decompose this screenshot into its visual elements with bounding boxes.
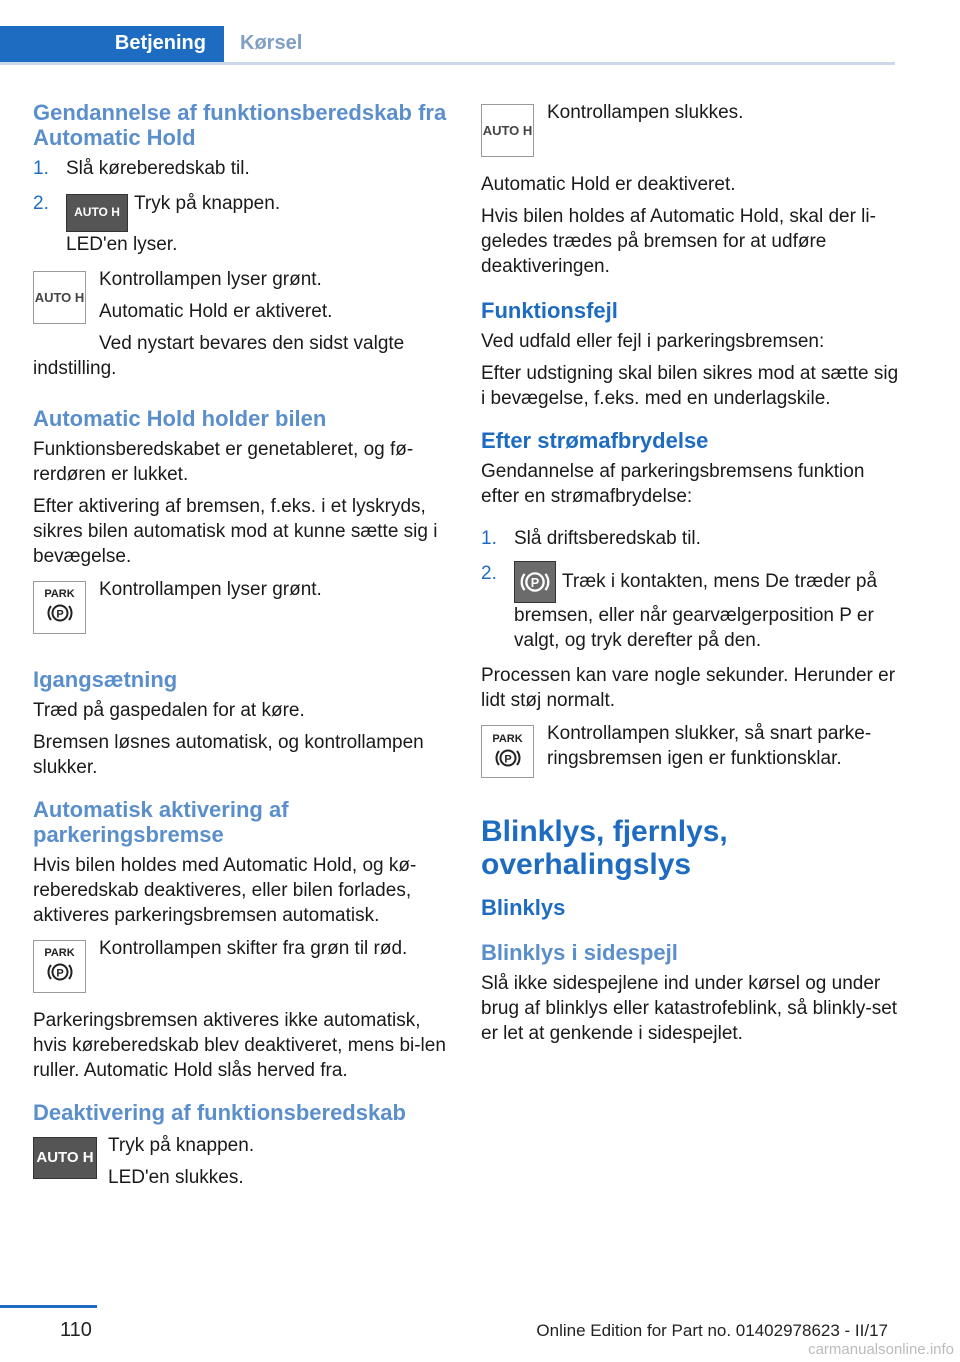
edition-note: Online Edition for Part no. 01402978623 - II/17 <box>536 1321 888 1340</box>
indicator-row: PARK P Kontrollampen skifter fra grøn til rød. <box>33 936 453 994</box>
indicator-row: PARK P Kontrollampen slukker, så snart parke-ringsbremsen igen er funktionsklar. <box>481 721 901 779</box>
heading-fault: Funktionsfejl <box>481 298 618 323</box>
svg-text:P: P <box>530 576 540 591</box>
left-column: Gendannelse af funktionsberedskab fra Automatic Hold 1. Slå køreberedskab til. 2. AUTO H Tryk på knappen. LED'en lyser. AUTO H Kontrollampen lyser grønt. Automatic Hold er aktiveret. Ved nystart bevares den sidst valgte indstilling. Automatic Hold holder bilen Funktionsberedskabet er genetableret, og fø-rerdøren er lukket. Efter aktivering af bremsen, f.eks. i et lyskryds, sikres bilen automatisk mod at kunne sætte sig i bevægelse. PARK P Kontrollampen lyser grønt. Igangsætning Træd på gaspedalen for at køre. Bremsen løsnes automatisk, og kontrollampen slukker. Automatisk aktivering af parkeringsbremse Hvis bilen holdes med Automatic Hold, og kø-reberedskab deaktiveres, eller bilen forlades, aktiveres parkeringsbremsen automatisk. PARK P Kontrollampen skifter fra grøn til rød. Parkeringsbremsen aktiveres ikke automatisk, hvis køreberedskab blev deaktiveret, mens bi-len ruller. Automatic Hold slås herved fra. Deaktivering af funktionsberedskab AUTO H Tryk på knappen. LED'en slukkes. <box>33 100 453 1205</box>
watermark: carmanualsonline.info <box>808 1341 954 1358</box>
indicator-row: PARK P Kontrollampen lyser grønt. <box>33 577 453 635</box>
heading-deactivate: Deaktivering af funktionsberedskab <box>33 1099 406 1125</box>
heading-power: Efter strømafbrydelse <box>481 428 709 453</box>
heading-blinklys: Blinklys <box>481 895 566 920</box>
park-brake-indicator-icon: PARK P <box>33 940 86 993</box>
auto-h-indicator-icon: AUTO H <box>33 271 86 324</box>
page-number: 110 <box>60 1319 92 1341</box>
park-brake-switch-icon <box>514 561 556 603</box>
heading-start: Igangsætning <box>33 666 178 692</box>
section-title: Blinklys, fjernlys, overhalingslys <box>481 815 728 881</box>
tab-korsel[interactable]: Kørsel <box>240 32 303 54</box>
tab-betjening-label: Betjening <box>114 32 206 54</box>
park-brake-indicator-icon: PARK P <box>33 581 86 634</box>
tab-betjening[interactable] <box>0 26 224 62</box>
auto-h-button-icon: AUTO H <box>66 194 128 232</box>
list-item: 1. Slå køreberedskab til. <box>33 158 250 179</box>
list-item: 2. P Træk i kontakten, mens De træder på bremsen, eller når gearvælgerposition P er valgt, og tryk derefter på den. <box>481 563 878 651</box>
list-item: 1. Slå driftsberedskab til. <box>481 528 701 549</box>
auto-h-indicator-icon: AUTO H <box>481 104 534 157</box>
indicator-row: AUTO H Kontrollampen lyser grønt. Automatic Hold er aktiveret. Ved nystart bevares den sidst valgte <box>34 268 405 354</box>
svg-text:P: P <box>55 608 64 621</box>
auto-h-button-icon: AUTO H <box>33 1137 97 1179</box>
heading-auto-park: Automatisk aktivering af parkeringsbremse <box>33 796 289 847</box>
heading-holds: Automatic Hold holder bilen <box>33 405 327 431</box>
park-brake-indicator-icon: PARK P <box>481 725 534 778</box>
list-item: 2. AUTO H Tryk på knappen. LED'en lyser. <box>33 193 281 255</box>
footer-accent-line <box>0 1305 97 1308</box>
right-column: AUTO H Kontrollampen slukkes. Automatic Hold er deaktiveret. Hvis bilen holdes af Automatic Hold, skal der li-geledes trædes på bremsen for at udføre deaktiveringen. Funktionsfejl Ved udfald eller fejl i parkeringsbremsen: Efter udstigning skal bilen sikres mod at sætte sig i bevægelse, f.eks. med en underlagskile. Efter strømafbrydelse Gendannelse af parkeringsbremsens funktion efter en strømafbrydelse: 1. Slå driftsberedskab til. 2. P Træk i kontakten, mens De træder på bremsen, eller når gearvælgerposition P er valgt, og tryk derefter på den. Processen kan vare nogle sekunder. Herunder er lidt støj normalt. PARK P Kontrollampen slukker, så snart parke-ringsbremsen igen er funktionsklar. Blinklys, fjernlys, overhalingslys Blinklys Blinklys i sidespejl Slå ikke sidespejlene ind under kørsel og under brug af blinklys eller katastrofeblink, så blinkly-set er let at genkende i sidespejlet. <box>481 100 901 1053</box>
indicator-row: AUTO H Kontrollampen slukkes. <box>481 100 901 158</box>
svg-text:P: P <box>503 753 512 765</box>
chapter-tabbar <box>0 26 895 65</box>
svg-text:P: P <box>55 967 64 980</box>
heading-restore: Gendannelse af funktionsberedskab fra Automatic Hold <box>33 100 447 150</box>
page-footer <box>0 1305 960 1362</box>
heading-mirror: Blinklys i sidespejl <box>481 940 678 965</box>
button-row: AUTO H Tryk på knappen. LED'en slukkes. <box>33 1133 453 1191</box>
